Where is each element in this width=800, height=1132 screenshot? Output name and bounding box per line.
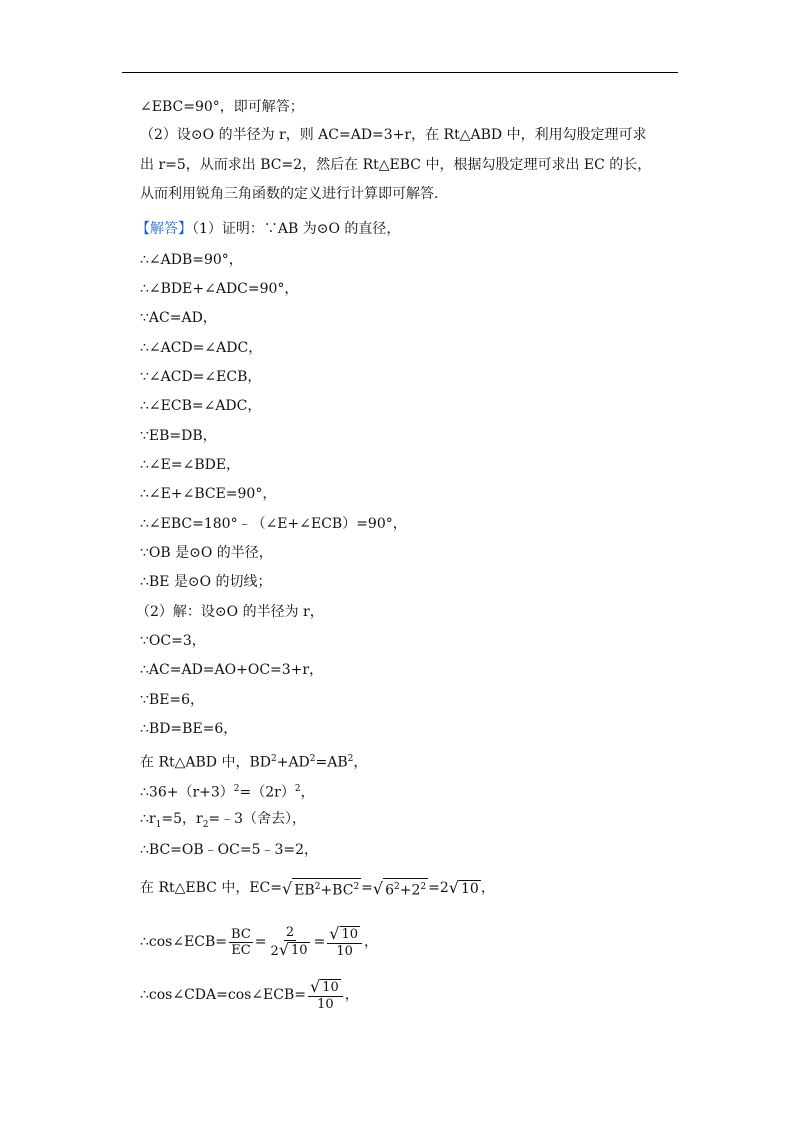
numerator: √ 10 — [327, 925, 362, 944]
sqrt-expression — [282, 878, 361, 899]
proof-line: ∴∠ECB=∠ADC， — [140, 398, 262, 414]
proof-line: ∴∠E=∠BDE， — [140, 457, 241, 473]
root-label: ∴r — [140, 811, 156, 827]
numerator: BC — [231, 926, 251, 942]
fraction — [308, 978, 343, 1012]
equals: = — [361, 880, 373, 896]
punct: ， — [344, 987, 359, 1003]
ec-line — [140, 876, 495, 900]
proof-line: ∴∠ADB=90°， — [140, 252, 243, 268]
cos-prefix: ∴cos∠ECB= — [140, 934, 228, 950]
root-value: =﹣3（舍去）， — [208, 811, 307, 827]
subscript: 2 — [202, 819, 209, 830]
pyth-term: =AB — [315, 754, 348, 771]
exponent: 2 — [309, 754, 316, 764]
punct: ， — [300, 784, 315, 801]
sqrt-expression — [373, 878, 428, 899]
punct: ， — [480, 880, 495, 896]
fraction — [229, 927, 253, 958]
proof-line: ∴∠E+∠BCE=90°， — [140, 486, 277, 502]
exponent: 2 — [347, 754, 354, 764]
radicand: $EB^2+BC^2$ — [292, 878, 361, 899]
proof-line: （2）解：设⊙O 的半径为 r， — [136, 604, 324, 620]
answer-first-line — [136, 219, 400, 239]
proof-line: ∵OB 是⊙O 的半径， — [140, 545, 273, 561]
sqrt-expression — [449, 879, 481, 897]
proof-line: ∴∠EBC=180°﹣（∠E+∠ECB）=90°， — [140, 516, 407, 532]
proof-line: ∵EB=DB， — [140, 428, 217, 444]
fraction — [269, 925, 312, 959]
intro-line-1: ∠EBC=90°，即可解答； — [140, 99, 304, 115]
ec-prefix: 在 Rt△EBC 中，EC= — [140, 880, 282, 896]
proof-line: ∵AC=AD， — [140, 310, 217, 326]
proof-line: ∴∠BDE+∠ADC=90°， — [140, 281, 299, 297]
punct: ， — [364, 934, 379, 950]
proof-line: ∴∠ACD=∠ADC， — [140, 340, 263, 356]
denominator: 10 — [317, 997, 334, 1012]
proof-line: ∵∠ACD=∠ECB， — [140, 369, 262, 385]
cos-cda-line — [140, 978, 359, 1012]
cos-prefix: ∴cos∠CDA=cos∠ECB= — [140, 987, 307, 1003]
cos-ecb-line — [140, 925, 378, 959]
denominator: EC — [231, 942, 251, 958]
proof-line: ∴BD=BE=6， — [140, 721, 238, 737]
bc-line: ∴BC=OB﹣OC=5﹣3=2， — [140, 842, 319, 858]
proof-line: ∴BE 是⊙O 的切线； — [140, 574, 272, 590]
exponent: 2 — [233, 784, 240, 794]
numerator: 2 — [285, 925, 295, 940]
roots-line — [140, 809, 306, 835]
proof-line: ∵BE=6， — [140, 692, 205, 708]
pythagoras-line — [140, 749, 367, 773]
exponent: 2 — [270, 754, 277, 764]
sqrt-sign: √ — [372, 879, 384, 899]
proof-line: ∵OC=3， — [140, 633, 206, 649]
proof-line: ∴AC=AD=AO+OC=3+r， — [140, 662, 324, 678]
answer-first-text: （1）证明：∵AB 为⊙O 的直径， — [192, 221, 401, 237]
intro-paragraph-2: （2）设⊙O 的半径为 r，则 AC=AD=3+r，在 Rt△ABD 中，利用勾股定理可求出 r=5，从而求出 BC=2，然后在 Rt△EBC 中，根据勾股定理可求出 EC 的长，从而利用锐角三角函数的定义进行计算即可解答. — [140, 127, 652, 202]
eq-left: ∴36+（r+3） — [140, 784, 234, 801]
pyth-prefix: 在 Rt△ABD 中，BD — [140, 754, 271, 771]
radicand: $6^2+2^2$ — [383, 878, 428, 899]
sqrt-sign: √ — [448, 878, 459, 897]
numerator: √ 10 — [308, 978, 343, 997]
eq-right: =（2r） — [239, 784, 295, 801]
equals: = — [254, 934, 267, 950]
exponent: 2 — [294, 784, 301, 794]
equation-line — [140, 779, 315, 803]
equals: =2 — [428, 880, 449, 896]
punct: ， — [353, 754, 368, 771]
radicand: 10 — [460, 881, 479, 897]
denominator: 2 √ 10 — [270, 940, 308, 959]
denominator: 10 — [336, 944, 353, 959]
header-rule — [122, 72, 678, 73]
equals: = — [313, 934, 326, 950]
subscript: 1 — [155, 819, 162, 830]
pyth-term: +AD — [276, 754, 310, 771]
fraction — [327, 925, 362, 959]
answer-tag: 【解答】 — [136, 221, 192, 237]
root-value: =5，r — [161, 811, 203, 827]
sqrt-sign: √ — [281, 879, 293, 899]
